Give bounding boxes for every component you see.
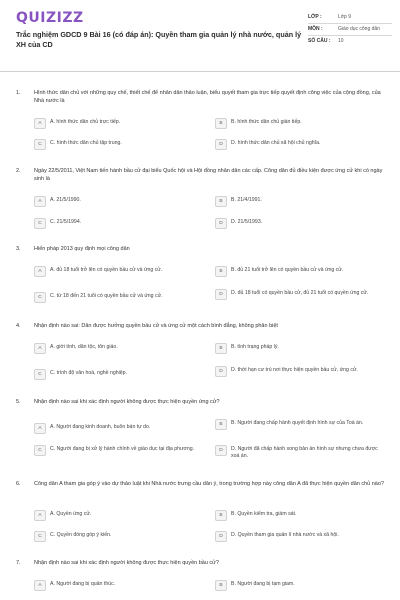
meta-value: Giáo dục công dân — [338, 26, 380, 32]
option-letter-box: D — [215, 218, 227, 229]
option-text: A. hình thức dân chủ trực tiếp. — [50, 119, 121, 125]
option-text: C. từ 18 đến 21 tuổi có quyền bầu cử và ứng cử. — [50, 293, 163, 299]
document-header — [0, 0, 400, 72]
question-text: Hình thức dân chủ với những quy chế, thiết chế để nhân dân thảo luận, biểu quyết tham gia trực tiếp quyết định công việc của cộng đồng, của Nhà nước là — [34, 90, 381, 104]
meta-key: SỐ CÂU : — [308, 38, 331, 44]
option-text: A. Người đang kinh doanh, buôn bán tự do. — [50, 424, 151, 430]
option-letter-box: D — [215, 445, 227, 456]
meta-key: LỚP : — [308, 14, 322, 20]
option-text: D. 21/5/1993. — [231, 219, 263, 225]
option-letter-box: D — [215, 289, 227, 300]
question-number: 4. — [16, 323, 21, 329]
question-number: 7. — [16, 560, 21, 566]
option-text: B. 21/4/1991. — [231, 197, 262, 203]
option-letter-box: A — [34, 343, 46, 354]
option-letter-box: D — [215, 139, 227, 150]
meta-value: Lớp 9 — [338, 14, 352, 20]
option-letter-box: C — [34, 369, 46, 380]
option-text: C. Người đang bị xử lý hành chính về giáo dục tại địa phương. — [50, 446, 195, 452]
option-letter-box: D — [215, 366, 227, 377]
question-text: Nhận định nào sai: Dân được hưởng quyền bầu cử và ứng cử một cách bình đẳng, không phân biệt — [34, 323, 278, 329]
option-letter-box: A — [34, 118, 46, 129]
question-text: Nhận định nào sai khi xác định người không được thực hiện quyền ứng cử? — [34, 399, 220, 405]
option-text: B. hình thức dân chủ gián tiếp. — [231, 119, 302, 125]
question-number: 1. — [16, 90, 21, 96]
option-letter-box: A — [34, 423, 46, 434]
option-text: B. đủ 21 tuổi trở lên có quyền bầu cử và ứng cử. — [231, 267, 344, 273]
option-letter-box: A — [34, 196, 46, 207]
option-text: A. giới tính, dân tộc, tôn giáo. — [50, 344, 118, 350]
option-letter-box: B — [215, 118, 227, 129]
option-letter-box: C — [34, 139, 46, 150]
meta-row-subject — [308, 24, 392, 36]
question-number: 5. — [16, 399, 21, 405]
meta-row-class — [308, 12, 392, 24]
option-text: D. thời hạn cư trú nơi thực hiện quyền bầu cử, ứng cử. — [231, 367, 358, 373]
option-text: A. Quyền ứng cử. — [50, 511, 92, 517]
option-text: B. Người đang chấp hành quyết định hình sự của Toà án. — [231, 420, 364, 426]
question-text: Hiến pháp 2013 quy định mọi công dân — [34, 246, 130, 252]
option-letter-box: B — [215, 419, 227, 430]
option-text: C. Quyền đóng góp ý kiến. — [50, 532, 112, 538]
option-text: B. Người đang bị tạm giam. — [231, 581, 295, 587]
option-letter-box: B — [215, 196, 227, 207]
option-text: D. đủ 18 tuổi có quyền bầu cử, đủ 21 tuổi có quyền ứng cử. — [231, 290, 369, 296]
option-letter-box: B — [215, 343, 227, 354]
option-text: B. tình trạng pháp lý. — [231, 344, 279, 350]
meta-row-count — [308, 36, 392, 47]
option-text: A. 21/5/1990. — [50, 197, 81, 203]
meta-key: MÔN : — [308, 26, 323, 32]
quizizz-logo: QUIZIZZ — [16, 10, 84, 26]
question-text: Công dân A tham gia góp ý vào dự thảo luật khi Nhà nước trưng cầu dân ý, trong trường hợp này công dân A đã thực hiện quyền dân chủ nào? — [34, 481, 384, 487]
option-letter-box: C — [34, 445, 46, 456]
option-letter-box: C — [34, 531, 46, 542]
question-number: 3. — [16, 246, 21, 252]
page-title: Trắc nghiệm GDCD 9 Bài 16 (có đáp án): Quyền tham gia quản lý nhà nước, quản lý XH của CD — [16, 30, 302, 49]
question-number: 6. — [16, 481, 21, 487]
question-number: 2. — [16, 168, 21, 174]
option-letter-box: B — [215, 580, 227, 591]
option-letter-box: B — [215, 510, 227, 521]
option-letter-box: D — [215, 531, 227, 542]
meta-value: 10 — [338, 38, 344, 44]
option-text: D. Quyền tham gia quản lí nhà nước và xã hội. — [231, 532, 339, 538]
option-letter-box: A — [34, 580, 46, 591]
option-text: A. đủ 18 tuổi trở lên có quyền bầu cử và ứng cử. — [50, 267, 163, 273]
option-text: C. trình độ văn hoá, nghề nghiệp. — [50, 370, 128, 376]
question-text: Ngày 22/5/2011, Việt Nam tiến hành bầu cử đại biểu Quốc hội và Hội đồng nhân dân các cấp. Công dân đủ điều kiện được ứng cử khi có ngày sinh là — [34, 168, 383, 182]
option-text: C. hình thức dân chủ tập trung. — [50, 140, 122, 146]
option-letter-box: C — [34, 218, 46, 229]
option-text: D. Người đã chấp hành xong bản án hình sự nhưng chưa được xoá án. — [231, 446, 378, 459]
option-text: D. hình thức dân chủ xã hội chủ nghĩa. — [231, 140, 321, 146]
option-text: B. Quyền kiểm tra, giám sát. — [231, 511, 297, 517]
option-text: C. 21/5/1994. — [50, 219, 82, 225]
question-text: Nhận định nào sai khi xác định người không được thực hiện quyền bầu cử? — [34, 560, 219, 566]
option-letter-box: A — [34, 510, 46, 521]
meta-table — [308, 12, 392, 47]
option-text: A. Người đang bị quản thúc. — [50, 581, 116, 587]
option-letter-box: A — [34, 266, 46, 277]
option-letter-box: B — [215, 266, 227, 277]
option-letter-box: C — [34, 292, 46, 303]
